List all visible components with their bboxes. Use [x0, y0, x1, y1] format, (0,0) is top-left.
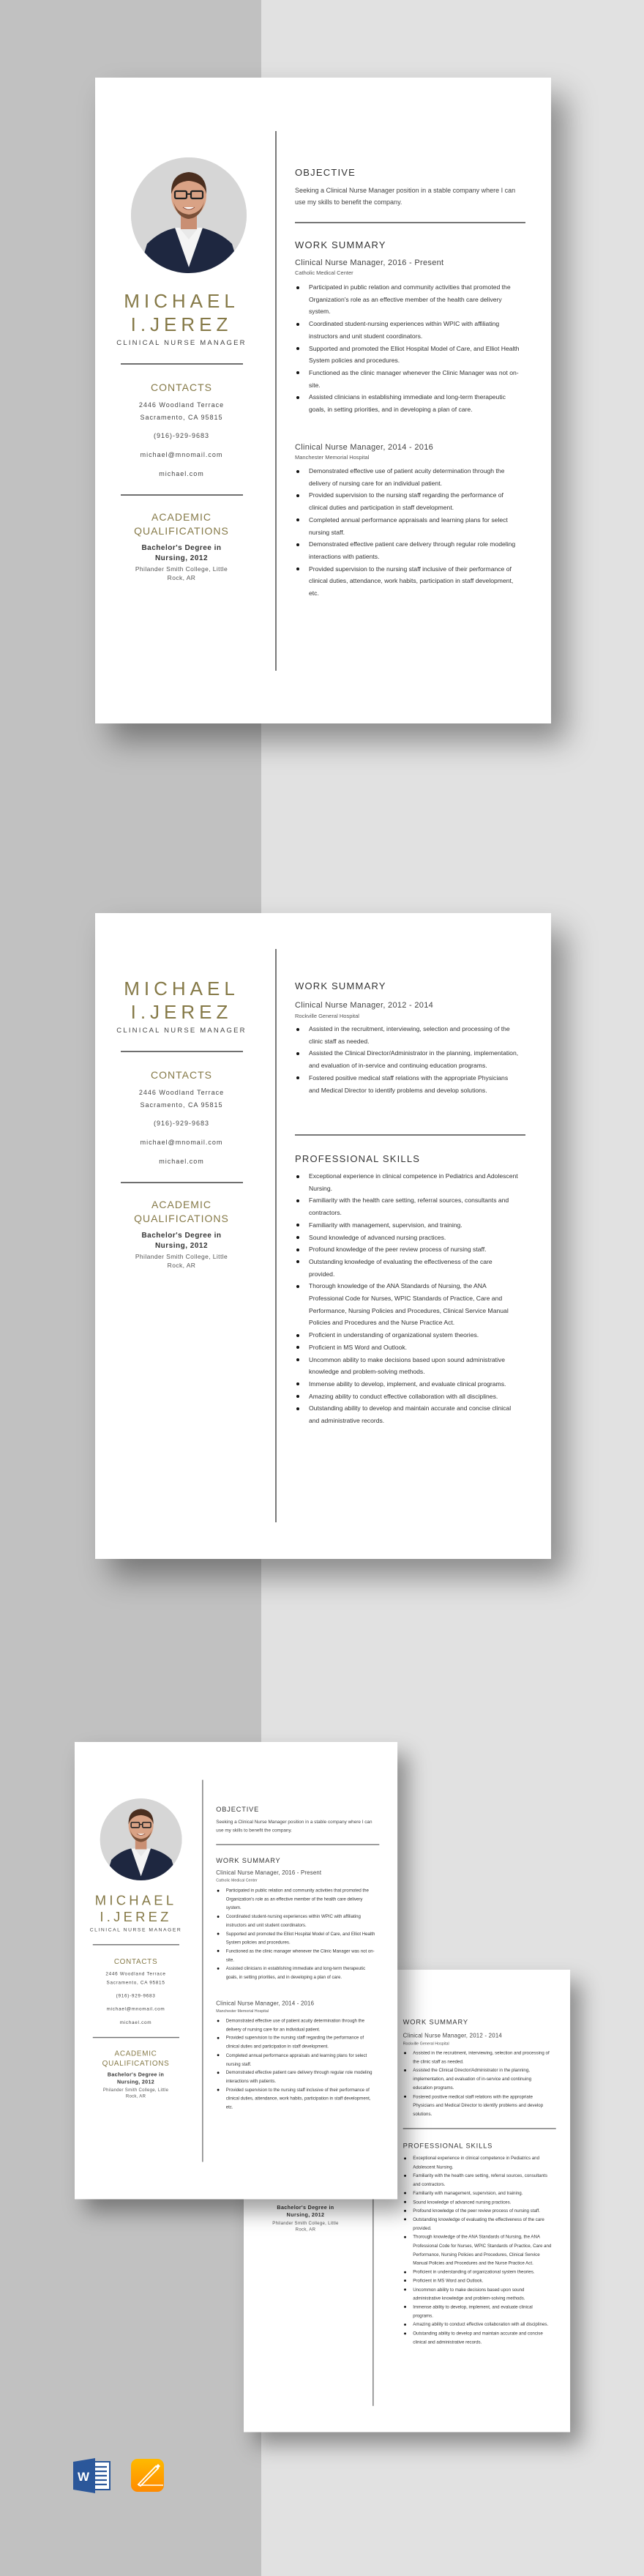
column-divider — [275, 131, 277, 671]
bullet-dot-icon — [404, 2288, 406, 2290]
bullet-list — [403, 2154, 556, 2346]
name-last: I.JEREZ — [130, 313, 233, 335]
column-divider — [275, 949, 277, 1522]
bullet-item — [295, 489, 525, 513]
degree: Bachelor's Degree in Nursing, 2012 — [277, 2205, 334, 2219]
contact-email[interactable]: michael@mnomail.com — [106, 2006, 165, 2012]
job-title: Clinical Nurse Manager, 2016 - Present — [216, 1869, 322, 1877]
name-last: I.JEREZ — [130, 1001, 233, 1023]
work-summary-heading: WORK SUMMARY — [295, 239, 386, 250]
skills-heading: PROFESSIONAL SKILLS — [295, 1153, 421, 1164]
job-title: Clinical Nurse Manager, 2014 - 2016 — [216, 2000, 315, 2007]
divider-line — [121, 1051, 243, 1052]
name-last: I.JEREZ — [100, 1908, 172, 1925]
bullet-dot-icon — [217, 1889, 220, 1891]
objective-text: Seeking a Clinical Nurse Manager position in a stable company where I can use my skills to benefit the company. — [216, 1819, 372, 1833]
bullet-item — [295, 1170, 525, 1194]
bullet-text: Assisted the Clinical Director/Administrator in the planning, implementation, and evaluation of in-service and continuing education programs. — [413, 2067, 532, 2091]
bullet-text: Participated in public relation and community activities that promoted the Organization's role as an effective member of the health care delivery system. — [309, 283, 511, 316]
skills-heading: PROFESSIONAL SKILLS — [402, 2141, 493, 2150]
bullet-text: Uncommon ability to make decisions based upon sound administrative knowledge and problem-solving methods. — [413, 2286, 525, 2301]
bullet-item — [295, 391, 525, 415]
objective-heading: OBJECTIVE — [216, 1805, 260, 1813]
bullet-dot-icon — [404, 2306, 406, 2308]
bullet-item — [403, 2197, 556, 2206]
bullet-item — [403, 2285, 556, 2303]
bullet-dot-icon — [296, 1260, 299, 1263]
profile-name — [110, 289, 253, 336]
bullet-text: Assisted in the recruitment, interviewing, selection and processing of the clinic staff as needed. — [413, 2050, 550, 2064]
bullet-list — [295, 1170, 525, 1427]
bullet-text: Provided supervision to the nursing staff regarding the performance of clinical duties and participation in staff development. — [309, 491, 503, 512]
bullet-dot-icon — [296, 1199, 299, 1202]
bullet-item — [403, 2320, 556, 2329]
bullet-dot-icon — [217, 1950, 220, 1952]
education-heading — [85, 2048, 187, 2068]
contact-email[interactable]: michael@mnomail.com — [140, 1139, 223, 1146]
bullet-item — [403, 2233, 556, 2268]
divider-line — [93, 1944, 179, 1945]
education-entry — [85, 2071, 187, 2099]
bullet-text: Amazing ability to conduct effective collaboration with all disciplines. — [309, 1392, 498, 1400]
profile-photo — [100, 1798, 182, 1880]
bullet-item — [295, 1280, 525, 1329]
bullet-text: Supported and promoted the Elliot Hospital Model of Care, and Elliot Health System policies and procedures. — [225, 1931, 375, 1945]
bullet-text: Demonstrated effective patient care delivery through regular role modeling interactions with patients. — [309, 540, 516, 560]
bullet-dot-icon — [217, 2037, 220, 2039]
bullet-dot-icon — [296, 1175, 299, 1178]
bullet-item — [295, 1391, 525, 1403]
bullet-item — [295, 1341, 525, 1354]
resume-page-1-preview — [75, 1742, 397, 2199]
contacts-heading: CONTACTS — [113, 1957, 158, 1966]
job-company: Rockville General Hospital — [295, 1013, 359, 1019]
bullet-text: Functioned as the clinic manager whenever the Clinic Manager was not on-site. — [225, 1948, 375, 1962]
contact-phone: (916)-929-9683 — [153, 1120, 210, 1127]
bullet-dot-icon — [217, 2020, 220, 2022]
divider-line — [295, 1134, 525, 1136]
contact-email[interactable]: michael@mnomail.com — [140, 451, 223, 458]
bullet-text: Immense ability to develop, implement, and evaluate clinical programs. — [309, 1380, 506, 1388]
bullet-dot-icon — [296, 286, 299, 289]
bullet-dot-icon — [404, 2271, 406, 2273]
bullet-item — [403, 2277, 556, 2285]
job-company: Manchester Memorial Hospital — [216, 2008, 269, 2014]
objective-text: Seeking a Clinical Nurse Manager position in a stable company where I can use my skills to benefit the company. — [295, 187, 516, 206]
contact-address — [110, 1087, 253, 1112]
bullet-item — [216, 2068, 379, 2085]
bullet-item — [216, 2051, 379, 2069]
bullet-text: Assisted in the recruitment, interviewing, selection and processing of the clinic staff as needed. — [309, 1025, 510, 1045]
profile-name — [85, 1892, 187, 1925]
bullet-text: Assisted the Clinical Director/Administrator in the planning, implementation, and evaluation of in-service and continuing education programs. — [309, 1049, 519, 1070]
bullet-dot-icon — [404, 2192, 406, 2195]
bullet-text: Proficient in understanding of organizational system theories. — [309, 1331, 479, 1339]
job-title: Clinical Nurse Manager, 2016 - Present — [295, 258, 444, 267]
work-summary-heading: WORK SUMMARY — [295, 980, 386, 991]
bullet-list — [403, 2048, 556, 2118]
bullet-text: Participated in public relation and community activities that promoted the Organization's role as an effective member of the health care delivery system. — [225, 1887, 369, 1910]
bullet-dot-icon — [404, 2279, 406, 2282]
bullet-item — [295, 1047, 525, 1071]
contact-website[interactable]: michael.com — [119, 2020, 152, 2025]
bullet-list — [295, 281, 525, 416]
bullet-text: Immense ability to develop, implement, and evaluate clinical programs. — [413, 2304, 533, 2318]
bullet-text: Coordinated student-nursing experiences within WPIC with affiliating instructors and unit student coordinators. — [309, 320, 500, 340]
bullet-text: Outstanding ability to develop and maintain accurate and concise clinical and administrative records. — [309, 1404, 512, 1425]
divider-line — [121, 494, 243, 496]
education-heading-line2: QUALIFICATIONS — [134, 1213, 229, 1224]
job-title: Clinical Nurse Manager, 2012 - 2014 — [295, 1001, 434, 1010]
education-heading-line1: ACADEMIC — [151, 511, 211, 523]
apple-pages-icon[interactable] — [131, 2459, 164, 2492]
bullet-item — [403, 2206, 556, 2215]
bullet-text: Uncommon ability to make decisions based upon sound administrative knowledge and problem-solving methods. — [309, 1355, 505, 1376]
bullet-text: Assisted clinicians in establishing immediate and long-term therapeutic goals, in setting priorities, and in developing a plan of care. — [309, 393, 506, 414]
bullet-text: Completed annual performance appraisals and learning plans for select nursing staff. — [309, 515, 508, 536]
school: Philander Smith College, Little Rock, AR — [135, 1253, 228, 1269]
bullet-text: Sound knowledge of advanced nursing practices. — [309, 1233, 446, 1241]
bullet-list — [295, 1023, 525, 1096]
bullet-dot-icon — [296, 1358, 299, 1361]
bullet-item — [216, 1886, 379, 1912]
bullet-dot-icon — [296, 1224, 299, 1226]
bullet-dot-icon — [296, 567, 299, 570]
school: Philander Smith College, Little Rock, AR — [135, 565, 228, 581]
bullet-dot-icon — [296, 1407, 299, 1410]
education-heading — [110, 1198, 253, 1226]
divider-line — [121, 1182, 243, 1183]
bullet-dot-icon — [296, 518, 299, 521]
bullet-text: Provided supervision to the nursing staff regarding the performance of clinical duties and participation in staff development. — [225, 2035, 364, 2050]
bullet-item — [295, 1256, 525, 1280]
bullet-dot-icon — [404, 2323, 406, 2326]
bullet-text: Familiarity with the health care setting, referral sources, consultants and contractors. — [413, 2173, 547, 2187]
education-heading-line1: ACADEMIC — [114, 2049, 157, 2058]
bullet-item — [295, 318, 525, 342]
bullet-dot-icon — [296, 323, 299, 326]
bullet-dot-icon — [217, 2089, 220, 2091]
job-company: Manchester Memorial Hospital — [295, 454, 370, 461]
bullet-text: Sound knowledge of advanced nursing practices. — [413, 2199, 512, 2205]
bullet-item — [295, 1243, 525, 1256]
name-first: MICHAEL — [124, 290, 239, 312]
resume-page-1 — [95, 78, 551, 723]
bullet-text: Fostered positive medical staff relations with the appropriate Physicians and Medical Director to identify problems and develop solutions. — [309, 1073, 509, 1094]
bullet-text: Familiarity with management, supervision, and training. — [309, 1221, 463, 1229]
education-heading — [110, 510, 253, 538]
bullet-item — [295, 281, 525, 318]
bullet-text: Fostered positive medical staff relations with the appropriate Physicians and Medical Director to identify problems and develop solutions. — [413, 2093, 544, 2117]
bullet-text: Thorough knowledge of the ANA Standards of Nursing, the ANA Professional Code for Nurses, WPIC Standards of Practice, Care and Performance, Nursing Policies and Procedures, Clinical Service Manual Policies and Procedures and the Nurse Practice Act. — [413, 2234, 552, 2266]
degree: Bachelor's Degree in Nursing, 2012 — [141, 544, 222, 562]
bullet-item — [295, 514, 525, 538]
bullet-item — [295, 1354, 525, 1378]
bullet-item — [403, 2268, 556, 2277]
job-company: Catholic Medical Center — [295, 269, 353, 276]
profile-title: CLINICAL NURSE MANAGER — [116, 339, 247, 347]
bullet-item — [295, 1402, 525, 1426]
bullet-text: Familiarity with the health care setting, referral sources, consultants and contractors. — [309, 1196, 509, 1217]
address-line1: 2446 Woodland Terrace — [138, 401, 225, 409]
bullet-dot-icon — [404, 2236, 406, 2238]
education-entry — [110, 1231, 253, 1270]
bullet-item — [403, 2189, 556, 2197]
bullet-dot-icon — [404, 2175, 406, 2177]
bullet-item — [295, 367, 525, 391]
bullet-dot-icon — [296, 1334, 299, 1337]
contacts-heading: CONTACTS — [151, 1069, 212, 1081]
microsoft-word-icon[interactable] — [73, 2458, 111, 2493]
column-divider — [202, 1780, 203, 2162]
bullet-item — [216, 1964, 379, 1981]
bullet-item — [216, 2033, 379, 2051]
bullet-text: Proficient in MS Word and Outlook. — [413, 2277, 484, 2284]
bullet-text: Demonstrated effective use of patient acuity determination through the delivery of nursing care for an individual patient. — [309, 467, 505, 487]
bullet-dot-icon — [217, 2054, 220, 2056]
bullet-text: Profound knowledge of the peer review process of nursing staff. — [413, 2208, 540, 2214]
bullet-text: Outstanding knowledge of evaluating the effectiveness of the care provided. — [413, 2216, 544, 2231]
svg-text:W: W — [77, 2470, 90, 2484]
bullet-dot-icon — [217, 2071, 220, 2074]
bullet-text: Completed annual performance appraisals and learning plans for select nursing staff. — [225, 2052, 367, 2066]
bullet-dot-icon — [296, 1285, 299, 1288]
resume-page-2 — [95, 913, 551, 1559]
contact-website[interactable]: michael.com — [159, 470, 204, 477]
bullet-text: Familiarity with management, supervision, and training. — [413, 2190, 523, 2196]
bullet-item — [216, 1929, 379, 1947]
bullet-text: Functioned as the clinic manager whenever the Clinic Manager was not on-site. — [309, 368, 519, 389]
bullet-item — [295, 1378, 525, 1391]
bullet-text: Thorough knowledge of the ANA Standards of Nursing, the ANA Professional Code for Nurses, WPIC Standards of Practice, Care and Performance, Nursing Policies and Procedures, Clinical Service Manual Policies and Procedures and the Nurse Practice Act. — [309, 1282, 509, 1327]
bullet-text: Demonstrated effective patient care delivery through regular role modeling interactions with patients. — [225, 2069, 372, 2084]
bullet-dot-icon — [404, 2069, 406, 2071]
bullet-text: Outstanding ability to develop and maintain accurate and concise clinical and administrative records. — [413, 2330, 543, 2345]
bullet-item — [403, 2215, 556, 2233]
bullet-list — [295, 465, 525, 600]
bullet-dot-icon — [296, 1052, 299, 1055]
bullet-dot-icon — [217, 1933, 220, 1935]
education-heading-line1: ACADEMIC — [151, 1199, 211, 1210]
bullet-item — [403, 2092, 556, 2118]
bullet-item — [295, 1232, 525, 1244]
bullet-dot-icon — [404, 2201, 406, 2203]
profile-photo — [131, 157, 247, 273]
address-line2: Sacramento, CA 95815 — [140, 414, 223, 421]
contact-address — [85, 1970, 187, 1987]
job-title: Clinical Nurse Manager, 2014 - 2016 — [295, 443, 434, 452]
address-line2: Sacramento, CA 95815 — [106, 1979, 165, 1986]
profile-title: CLINICAL NURSE MANAGER — [116, 1027, 247, 1035]
bullet-text: Proficient in understanding of organizational system theories. — [413, 2268, 535, 2275]
education-entry — [110, 543, 253, 582]
school: Philander Smith College, Little Rock, AR — [272, 2220, 339, 2232]
bullet-dot-icon — [296, 1382, 299, 1385]
bullet-item — [216, 1947, 379, 1965]
job-company: Catholic Medical Center — [216, 1877, 258, 1883]
education-heading-line2: QUALIFICATIONS — [134, 525, 229, 537]
divider-line — [93, 2037, 179, 2038]
bullet-text: Provided supervision to the nursing staff inclusive of their performance of clinical duties, attendance, work habits, participation in staff development, etc. — [225, 2087, 371, 2110]
school: Philander Smith College, Little Rock, AR — [102, 2087, 169, 2099]
name-first: MICHAEL — [94, 1892, 177, 1908]
bullet-item — [216, 1912, 379, 1929]
contact-phone: (916)-929-9683 — [153, 432, 210, 439]
bullet-dot-icon — [296, 347, 299, 350]
education-heading-line2: QUALIFICATIONS — [102, 2058, 170, 2067]
divider-line — [121, 363, 243, 365]
work-summary-heading: WORK SUMMARY — [402, 2017, 468, 2026]
bullet-text: Profound knowledge of the peer review process of nursing staff. — [309, 1246, 487, 1254]
bullet-item — [295, 1072, 525, 1096]
bullet-item — [295, 1194, 525, 1218]
bullet-dot-icon — [296, 1248, 299, 1251]
bullet-dot-icon — [404, 2157, 406, 2159]
bullet-dot-icon — [296, 470, 299, 473]
bullet-text: Proficient in MS Word and Outlook. — [309, 1343, 408, 1351]
bullet-text: Provided supervision to the nursing staff inclusive of their performance of clinical duties, attendance, work habits, participation in staff development, etc. — [309, 565, 514, 598]
bullet-item — [403, 2303, 556, 2320]
bullet-dot-icon — [404, 2219, 406, 2221]
bullet-item — [403, 2329, 556, 2347]
divider-line — [403, 2128, 556, 2129]
bullet-item — [216, 2017, 379, 2034]
objective-heading: OBJECTIVE — [295, 167, 356, 178]
bullet-dot-icon — [296, 1395, 299, 1398]
contact-website[interactable]: michael.com — [159, 1158, 204, 1165]
bullet-item — [295, 1329, 525, 1341]
degree: Bachelor's Degree in Nursing, 2012 — [107, 2071, 165, 2085]
bullet-text: Exceptional experience in clinical competence in Pediatrics and Adolescent Nursing. — [413, 2155, 540, 2170]
bullet-text: Demonstrated effective use of patient acuity determination through the delivery of nursing care for an individual patient. — [225, 2017, 365, 2032]
bullet-item — [295, 538, 525, 562]
bullet-dot-icon — [296, 543, 299, 546]
bullet-dot-icon — [404, 2052, 406, 2054]
work-summary-heading: WORK SUMMARY — [216, 1856, 281, 1865]
divider-line — [295, 222, 525, 223]
contact-phone: (916)-929-9683 — [116, 1992, 156, 1998]
bullet-text: Exceptional experience in clinical competence in Pediatrics and Adolescent Nursing. — [309, 1172, 518, 1192]
job-title: Clinical Nurse Manager, 2012 - 2014 — [402, 2032, 503, 2039]
bullet-dot-icon — [404, 2210, 406, 2212]
bullet-item — [295, 563, 525, 600]
name-first: MICHAEL — [124, 978, 239, 999]
profile-name — [110, 977, 253, 1024]
contacts-heading: CONTACTS — [151, 381, 212, 393]
bullet-text: Amazing ability to conduct effective collaboration with all disciplines. — [413, 2321, 549, 2327]
bullet-dot-icon — [296, 396, 299, 399]
bullet-dot-icon — [296, 494, 299, 497]
job-company: Rockville General Hospital — [402, 2041, 449, 2046]
bullet-dot-icon — [296, 1346, 299, 1349]
bullet-item — [403, 2066, 556, 2092]
bullet-text: Supported and promoted the Elliot Hospital Model of Care, and Elliot Health System policies and procedures. — [309, 344, 520, 365]
bullet-dot-icon — [404, 2096, 406, 2098]
bullet-text: Coordinated student-nursing experiences within WPIC with affiliating instructors and unit student coordinators. — [225, 1913, 361, 1928]
bullet-item — [216, 2085, 379, 2111]
address-line1: 2446 Woodland Terrace — [138, 1089, 225, 1096]
bullet-text: Outstanding knowledge of evaluating the effectiveness of the care provided. — [309, 1257, 493, 1278]
bullet-item — [295, 465, 525, 489]
bullet-item — [295, 343, 525, 367]
bullet-item — [403, 2154, 556, 2171]
bullet-dot-icon — [404, 2332, 406, 2334]
bullet-item — [295, 1023, 525, 1047]
bullet-dot-icon — [296, 1076, 299, 1079]
bullet-dot-icon — [217, 1968, 220, 1970]
bullet-item — [403, 2171, 556, 2189]
degree: Bachelor's Degree in Nursing, 2012 — [141, 1232, 222, 1250]
bullet-dot-icon — [296, 1028, 299, 1031]
bullet-item — [403, 2048, 556, 2066]
address-line1: 2446 Woodland Terrace — [105, 1970, 166, 1977]
bullet-list — [216, 2017, 379, 2112]
bullet-dot-icon — [296, 1236, 299, 1239]
profile-title: CLINICAL NURSE MANAGER — [89, 1927, 182, 1933]
bullet-dot-icon — [217, 1916, 220, 1918]
contact-address — [110, 399, 253, 424]
bullet-list — [216, 1886, 379, 1981]
bullet-item — [295, 1219, 525, 1232]
bullet-text: Assisted clinicians in establishing immediate and long-term therapeutic goals, in setting priorities, and in developing a plan of care. — [225, 1965, 366, 1980]
bullet-dot-icon — [296, 371, 299, 374]
education-entry — [254, 2205, 356, 2233]
address-line2: Sacramento, CA 95815 — [140, 1101, 223, 1109]
